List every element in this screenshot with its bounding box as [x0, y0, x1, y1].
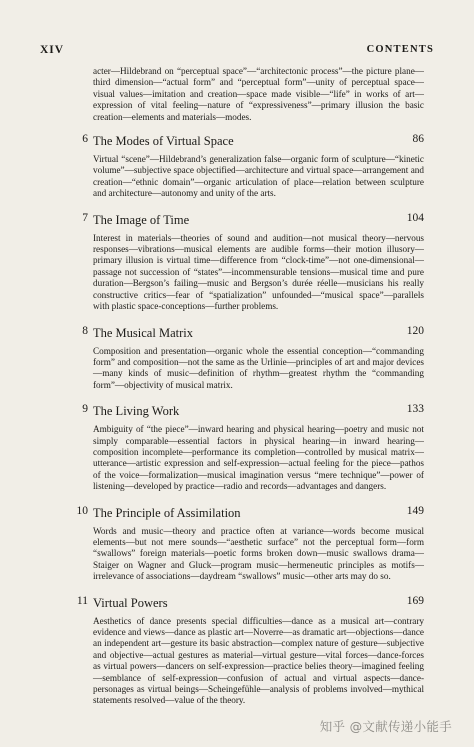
chapter-title[interactable]: The Modes of Virtual Space	[93, 134, 234, 149]
chapter-page: 120	[406, 324, 424, 337]
chapter-title[interactable]: Virtual Powers	[93, 595, 168, 610]
chapter-summary: Aesthetics of dance presents special difficulties—dance as a musical art—contrary evidence and views—dance as plastic art—Noverre—as dramatic art—objections—dance an independent art—gesture its basic abstraction—complex nature of gesture—subjective and objective—actual gestures as material—virtual gesture—vital forces—dance-forces as virtual powers—dancers on self-expression—practice belies theory—imagined feeling—semblance of self-expression—confusion of actual and virtual aspects—dance-personages as virtual beings—Scheingefühle—analysis of problems involved—mythical statements resolved—value of the theory.	[93, 615, 424, 706]
chapter-page: 149	[406, 504, 424, 517]
chapter-title[interactable]: The Principle of Assimilation	[93, 505, 241, 520]
chapter-entry	[76, 504, 424, 583]
running-head	[40, 44, 434, 58]
chapter-page: 86	[412, 133, 424, 146]
chapter-page: 169	[406, 594, 424, 607]
chapter-summary: Ambiguity of “the piece”—inward hearing and physical hearing—poetry and music not simply comparable—essential factors in physical hearing—in inward hearing—composition incomplete—performance its completion—controlled by musical matrix—utterance—artistic expression and self-expression—actual feeling for the piece—pathos of the voice—formalization—musical imagination versus “mere technique”—power of listening—developed by practice—radio and records—advantages and dangers.	[93, 424, 424, 492]
chapter-entry	[76, 594, 424, 707]
chapter-title[interactable]: The Living Work	[93, 404, 180, 419]
chapter-number: 7	[82, 211, 88, 224]
chapter-entry	[82, 133, 424, 200]
chapter-entry	[82, 324, 424, 392]
chapter-summary: Virtual “scene”—Hildebrand’s generalization false—organic form of sculpture—“kinetic volume”—subjective space objectified—architecture and virtual space—arrangement and creation—“ethnic domain”—organic articulation of place—relation between sculpture and architecture—autonomy and unity of the arts.	[93, 154, 424, 199]
chapter-summary: Composition and presentation—organic whole the essential conception—“commanding form” and composition—not the same as the Urlinie—principles of art and major devices—many kinds of music—definition of rhythm—greatest rhythm the “commanding form”—objectivity of musical matrix.	[93, 345, 424, 390]
chapter-summary: Words and music—theory and practice often at variance—words become musical elements—but not mere sounds—“aesthetic surface” not the perceptual form—form “swallows” foreign materials—poetic forms broken down—music swallows drama—Staiger on Wagner and Gluck—program music—hermeneutic principles as motifs—irrelevance of associations—daydream “swallows” music—other arts may do so.	[93, 525, 424, 582]
chapter-entry	[82, 211, 424, 313]
chapter-title[interactable]: The Image of Time	[93, 212, 190, 227]
chapter-title[interactable]: The Musical Matrix	[93, 325, 193, 340]
chapter-number: 8	[82, 324, 88, 337]
chapter-entry	[82, 403, 424, 492]
chapter-page: 104	[406, 211, 424, 224]
chapter-number: 6	[82, 133, 88, 146]
watermark-text: 知乎 @文献传递小能手	[319, 719, 452, 734]
running-title: CONTENTS	[366, 44, 434, 55]
chapter-number: 10	[76, 504, 88, 517]
page-folio: XIV	[40, 44, 65, 56]
chapter-number: 9	[82, 403, 88, 416]
chapter-number: 11	[76, 594, 88, 607]
continued-summary: acter—Hildebrand on “perceptual space”—“architectonic process”—the picture plane—third dimension—“actual form” and “perceptual form”—unity of perceptual space—visual values—imitation and creation—space made visible—“life” in works of art—expression of vital feeling—nature of “expressiveness”—primary illusion the basic creation—elements and materials—modes.	[93, 66, 424, 122]
chapter-summary: Interest in materials—theories of sound and audition—not musical theory—nervous responses—vibrations—musical elements are audible forms—their motion illusory—primary illusion is virtual time—difference from “clock-time”—not one-dimensional—passage not succession of “states”—incommensurable tensions—musical time and pure duration—Bergson’s failing—music and Bergson’s durée réelle—musicians his really constructive critics—fear of “spatialization” unfounded—“musical space”—parallels with plastic space-conceptions—further problems.	[93, 232, 424, 312]
chapter-page: 133	[406, 403, 424, 416]
contents-list	[76, 66, 424, 707]
